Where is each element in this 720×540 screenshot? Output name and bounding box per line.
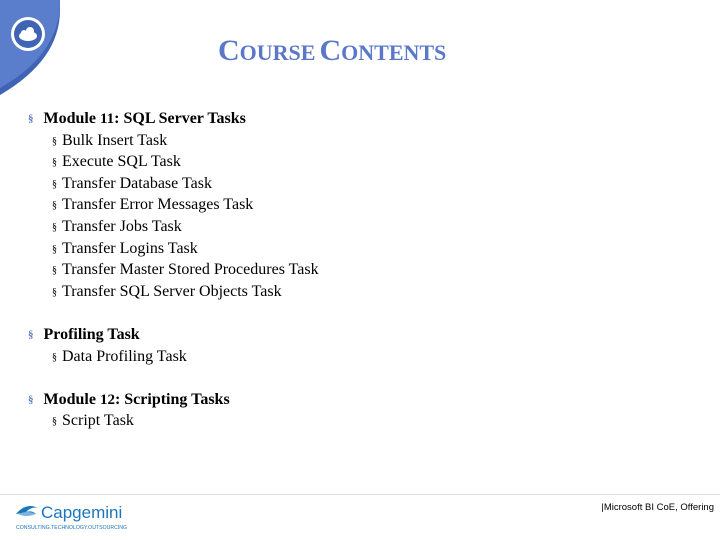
list-item-text: Transfer Database Task [62, 175, 212, 192]
corner-logo-icon [0, 0, 60, 95]
bullet-icon: § [28, 329, 34, 341]
list-item [52, 175, 212, 193]
list-item [52, 196, 253, 214]
sub-bullet-icon: § [52, 352, 57, 363]
list-item-text: Transfer Master Stored Procedures Task [62, 261, 319, 278]
capgemini-logo [14, 500, 134, 532]
sub-bullet-icon: § [52, 157, 57, 168]
list-item-text: Transfer Jobs Task [62, 218, 182, 235]
brand-text: Capgemini [41, 503, 123, 522]
section-label-num: 11 [99, 111, 115, 127]
sub-bullet-icon: § [52, 222, 57, 233]
list-item [52, 261, 319, 279]
sub-bullet-icon: § [52, 179, 57, 190]
sub-bullet-icon: § [52, 136, 57, 147]
title-word-2-rest: ONTENTS [341, 40, 447, 65]
list-item [52, 240, 198, 258]
title-word-1-rest: OURSE [239, 40, 316, 65]
sub-bullet-icon: § [52, 287, 57, 298]
list-item-text: Execute SQL Task [62, 153, 181, 170]
section-profiling-task [28, 326, 140, 344]
list-item [52, 132, 167, 150]
section-label-num: 12 [99, 392, 115, 408]
footer-divider [0, 494, 720, 495]
list-item-text: Transfer Logins Task [62, 240, 198, 257]
list-item [52, 218, 182, 236]
list-item [52, 283, 282, 301]
title-word-1-cap: C [218, 34, 240, 67]
list-item-text: Transfer SQL Server Objects Task [62, 283, 282, 300]
bullet-icon: § [28, 113, 34, 125]
list-item [52, 412, 134, 430]
list-item [52, 348, 187, 366]
section-label-prefix: Module [43, 110, 100, 127]
sub-bullet-icon: § [52, 416, 57, 427]
list-item-text: Transfer Error Messages Task [62, 196, 254, 213]
section-label-suffix: : SQL Server Tasks [114, 110, 246, 127]
list-item-text: Bulk Insert Task [62, 132, 168, 149]
section-label-prefix: Module [43, 391, 100, 408]
section-label-suffix: : Scripting Tasks [114, 391, 230, 408]
list-item-text: Script Task [62, 412, 134, 429]
page-title [218, 34, 446, 68]
footer-text: |Microsoft BI CoE, Offering [601, 502, 714, 513]
brand-tagline: CONSULTING.TECHNOLOGY.OUTSOURCING [16, 525, 128, 531]
section-module-12 [28, 391, 230, 409]
title-word-2-cap: C [319, 34, 342, 67]
section-module-11 [28, 110, 246, 128]
sub-bullet-icon: § [52, 244, 57, 255]
sub-bullet-icon: § [52, 200, 57, 211]
list-item-text: Data Profiling Task [62, 348, 187, 365]
section-label-prefix: Profiling Task [43, 326, 140, 343]
bullet-icon: § [28, 394, 34, 406]
sub-bullet-icon: § [52, 265, 57, 276]
list-item [52, 153, 181, 171]
